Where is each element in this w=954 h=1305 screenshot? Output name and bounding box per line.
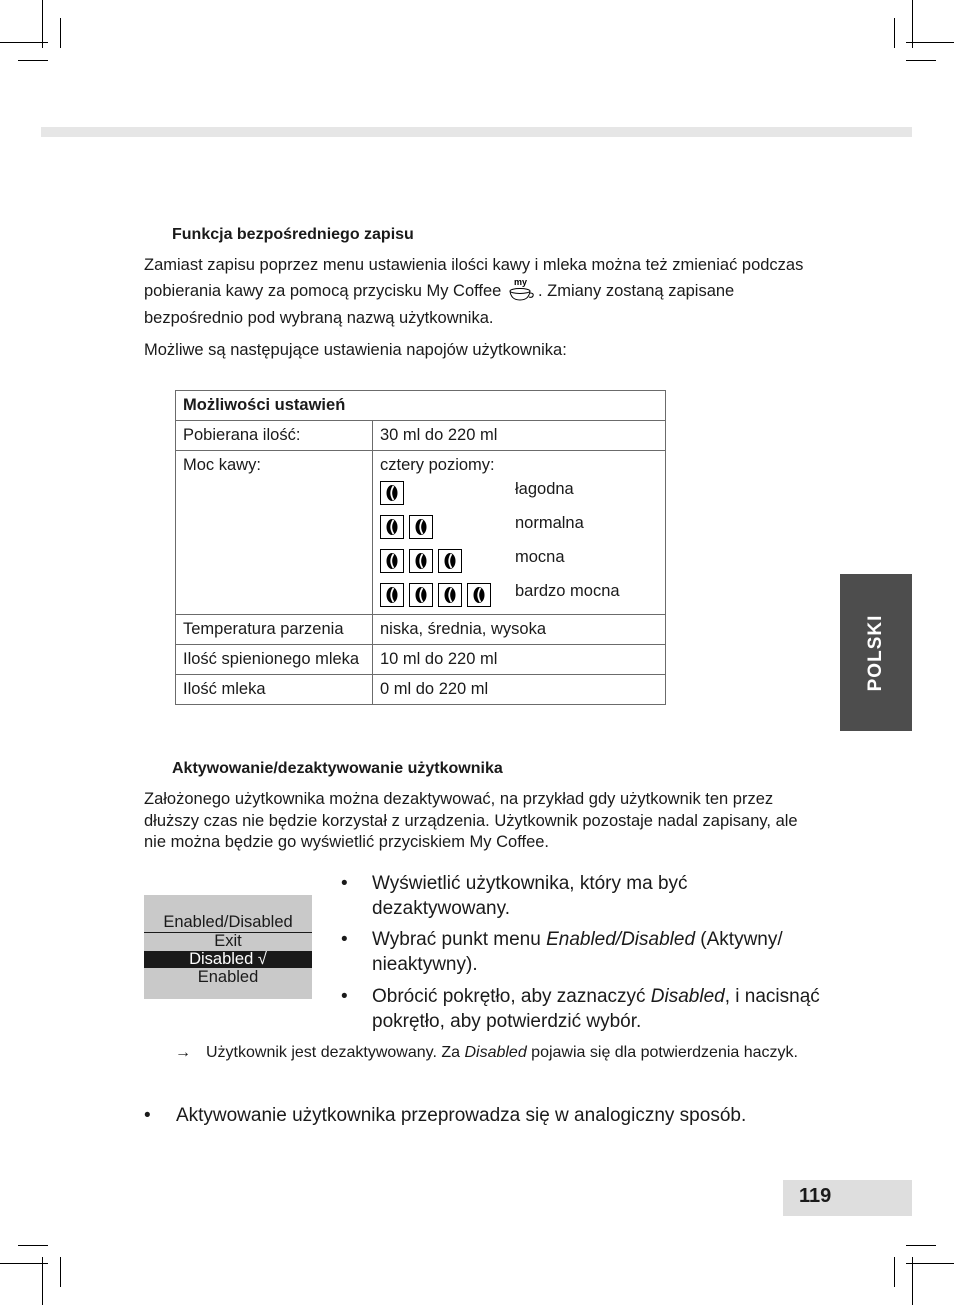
- table-row: [176, 645, 666, 675]
- crop-mark: [906, 60, 936, 61]
- final-bullet: [144, 1103, 746, 1128]
- strength-level: [380, 476, 658, 510]
- row-label: Ilość spienionego mleka: [176, 645, 373, 675]
- crop-mark: [42, 0, 43, 48]
- coffee-bean-icon: [380, 549, 404, 573]
- intro-text-cont: . Zmiany zostaną zapisane bezpośrednio pod wybraną nazwą użytkownika.: [144, 282, 735, 327]
- row-value: 0 ml do 220 ml: [373, 675, 666, 705]
- note-text: Użytkownik jest dezaktywowany. Za Disabled pojawia się dla potwierdzenia haczyk.: [206, 1044, 798, 1061]
- crop-mark: [906, 1263, 954, 1264]
- coffee-bean-icon: [380, 515, 404, 539]
- bullet-text: Wyświetlić użytkownika, który ma być dezaktywowany.: [372, 873, 688, 919]
- display-menu-item: Enabled: [197, 968, 259, 986]
- strength-levels: [380, 476, 658, 612]
- row-label: Moc kawy:: [176, 451, 373, 615]
- display-title: Enabled/Disabled: [163, 913, 293, 931]
- my-coffee-icon: [508, 276, 536, 308]
- crop-mark: [906, 1245, 936, 1246]
- intro-paragraph: [144, 255, 804, 329]
- crop-mark: [18, 60, 48, 61]
- bullet: •: [341, 929, 348, 950]
- bullet: •: [341, 986, 348, 1007]
- bullet: •: [144, 1105, 151, 1126]
- display-menu-item-selected: Disabled √: [144, 951, 312, 968]
- crop-mark: [912, 0, 913, 48]
- table-row: [176, 675, 666, 705]
- list-item: [341, 984, 821, 1034]
- table-header: Możliwości ustawień: [176, 391, 666, 421]
- crop-mark: [60, 18, 61, 48]
- crop-mark: [894, 1257, 895, 1287]
- crop-mark: [912, 1257, 913, 1305]
- strength-level: [380, 510, 658, 544]
- strength-cell: [373, 451, 666, 615]
- language-label: POLSKI: [865, 614, 886, 691]
- coffee-bean-icon: [409, 549, 433, 573]
- strength-beans: [380, 549, 515, 573]
- strength-beans: [380, 583, 515, 607]
- page-number-box: [783, 1180, 912, 1216]
- strength-level: [380, 544, 658, 578]
- bullet-text: Obrócić pokrętło, aby zaznaczyć Disabled, i nacisnąć pokrętło, aby potwierdzić wybór.: [372, 986, 820, 1032]
- strength-label: bardzo mocna: [515, 581, 620, 600]
- language-tab: [840, 574, 912, 731]
- table-row: [176, 615, 666, 645]
- arrow-icon: →: [175, 1044, 191, 1061]
- list-item: [341, 927, 821, 977]
- row-value: 10 ml do 220 ml: [373, 645, 666, 675]
- deactivate-paragraph: Założonego użytkownika można dezaktywować, na przykład gdy użytkownik ten przez dłuższy czas nie będzie korzystał z urządzenia. Użytkownik pozostaje nadal zapisany, ale nie można będzie go wyświetlić przyciskiem My Coffee.: [144, 790, 798, 851]
- crop-mark: [18, 1245, 48, 1246]
- crop-mark: [0, 1263, 48, 1264]
- bullet-text: Aktywowanie użytkownika przeprowadza się w analogiczny sposób.: [175, 1105, 747, 1126]
- table-row: [176, 451, 666, 615]
- section-heading: Funkcja bezpośredniego zapisu: [172, 226, 414, 243]
- list-item: [341, 871, 821, 921]
- table-row: [176, 421, 666, 451]
- bullet-text: Wybrać punkt menu Enabled/Disabled (Aktywny/ nieaktywny).: [372, 929, 783, 975]
- svg-text:my: my: [513, 277, 527, 287]
- coffee-bean-icon: [409, 583, 433, 607]
- options-intro: Możliwe są następujące ustawienia napojów użytkownika:: [144, 341, 567, 359]
- row-value: niska, średnia, wysoka: [373, 615, 666, 645]
- coffee-bean-icon: [467, 583, 491, 607]
- coffee-bean-icon: [409, 515, 433, 539]
- strength-level: [380, 578, 658, 612]
- crop-mark: [42, 1257, 43, 1305]
- row-label: Pobierana ilość:: [176, 421, 373, 451]
- table-header-row: [176, 391, 666, 421]
- strength-beans: [380, 481, 515, 505]
- strength-label: łagodna: [515, 479, 574, 498]
- strength-beans: [380, 515, 515, 539]
- coffee-bean-icon: [380, 583, 404, 607]
- crop-mark: [894, 18, 895, 48]
- bullet: •: [341, 873, 348, 894]
- header-bar: [41, 127, 912, 137]
- coffee-bean-icon: [380, 481, 404, 505]
- crop-mark: [906, 42, 954, 43]
- row-label: Temperatura parzenia: [176, 615, 373, 645]
- crop-mark: [60, 1257, 61, 1287]
- row-label: Ilość mleka: [176, 675, 373, 705]
- device-display: [144, 895, 312, 999]
- section-heading: Aktywowanie/dezaktywowanie użytkownika: [172, 760, 503, 777]
- row-value: 30 ml do 220 ml: [373, 421, 666, 451]
- settings-table: [175, 390, 666, 705]
- coffee-bean-icon: [438, 583, 462, 607]
- row-value: cztery poziomy:: [380, 456, 495, 474]
- crop-mark: [0, 42, 48, 43]
- strength-label: normalna: [515, 513, 584, 532]
- display-menu-item: Exit: [214, 932, 242, 950]
- intro-text: Zamiast zapisu poprzez menu ustawienia ilości kawy i mleka można też zmieniać podczas pobierania kawy za pomocą przycisku My Coffee: [144, 256, 804, 300]
- coffee-bean-icon: [438, 549, 462, 573]
- page-number: 119: [799, 1185, 832, 1207]
- strength-label: mocna: [515, 547, 565, 566]
